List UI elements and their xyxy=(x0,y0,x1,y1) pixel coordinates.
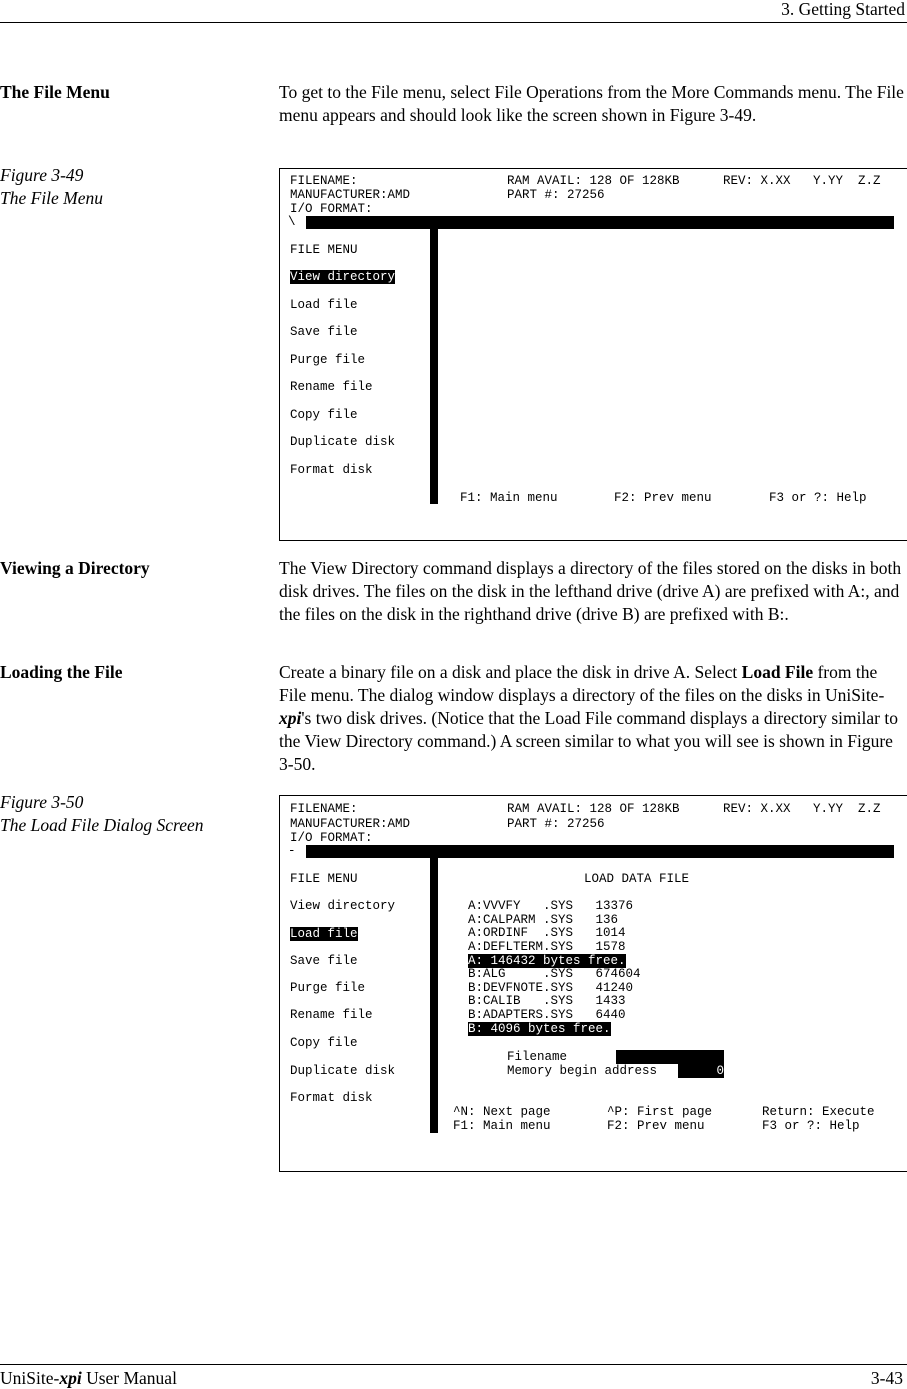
key-f3[interactable]: F3 or ?: Help xyxy=(769,491,867,505)
italic-text: xpi xyxy=(59,1368,82,1388)
io-format-label: I/O FORMAT: xyxy=(290,202,373,216)
menu-item-format-disk[interactable]: Format disk xyxy=(290,1091,373,1105)
filename-label: FILENAME: xyxy=(290,802,358,816)
manufacturer-label: MANUFACTURER:AMD xyxy=(290,188,411,202)
figure-title: The Load File Dialog Screen xyxy=(0,815,204,835)
revision: REV: X.XX Y.YY Z.Z xyxy=(723,174,881,188)
file-entry[interactable]: B:DEVFNOTE.SYS 41240 xyxy=(468,981,634,995)
command-prompt: - xyxy=(288,844,296,858)
menu-item-load-file[interactable]: Load file xyxy=(290,927,358,941)
dialog-title: LOAD DATA FILE xyxy=(584,872,690,886)
io-format-label: I/O FORMAT: xyxy=(290,831,373,845)
figure-number: Figure 3-50 xyxy=(0,792,84,812)
menu-item-save-file[interactable]: Save file xyxy=(290,325,358,339)
menu-title: FILE MENU xyxy=(290,243,358,257)
divider xyxy=(430,858,438,1133)
address-field-label: Memory begin address xyxy=(507,1064,658,1078)
running-header: 3. Getting Started xyxy=(781,0,905,19)
figure-title: The File Menu xyxy=(0,188,104,208)
filename-label: FILENAME: xyxy=(290,174,358,188)
key-first-page[interactable]: ^P: First page xyxy=(607,1105,713,1119)
file-entry[interactable]: B:ALG .SYS 674604 xyxy=(468,967,641,981)
menu-item-view-directory[interactable]: View directory xyxy=(290,899,396,913)
paragraph-loading-file xyxy=(279,661,907,776)
manufacturer-label: MANUFACTURER:AMD xyxy=(290,817,411,831)
key-f3[interactable]: F3 or ?: Help xyxy=(762,1119,860,1133)
menu-item-save-file[interactable]: Save file xyxy=(290,954,358,968)
menu-item-format-disk[interactable]: Format disk xyxy=(290,463,373,477)
file-entry[interactable]: B:CALIB .SYS 1433 xyxy=(468,994,626,1008)
key-f2[interactable]: F2: Prev menu xyxy=(607,1119,705,1133)
key-f2[interactable]: F2: Prev menu xyxy=(614,491,712,505)
load-file-screen xyxy=(279,795,907,1172)
menu-item-rename-file[interactable]: Rename file xyxy=(290,1008,373,1022)
menu-item-load-file[interactable]: Load file xyxy=(290,298,358,312)
text: UniSite- xyxy=(0,1368,60,1388)
key-f1[interactable]: F1: Main menu xyxy=(453,1119,551,1133)
menu-item-copy-file[interactable]: Copy file xyxy=(290,408,358,422)
header-rule xyxy=(0,22,907,23)
paragraph-viewing-directory: The View Directory command displays a directory of the files stored on the disks in both disk drives. The files on the disk in the lefthand drive (drive A) are prefixed with A:, and the files on the disk in the righthand drive (drive B) are prefixed with B:. xyxy=(279,558,902,624)
command-prompt: \ xyxy=(288,215,296,229)
menu-item-purge-file[interactable]: Purge file xyxy=(290,981,366,995)
drive-b-free: B: 4096 bytes free. xyxy=(468,1022,611,1036)
menu-item-rename-file[interactable]: Rename file xyxy=(290,380,373,394)
ram-avail: RAM AVAIL: 128 OF 128KB xyxy=(507,174,680,188)
filename-input[interactable] xyxy=(616,1050,724,1064)
menu-title: FILE MENU xyxy=(290,872,358,886)
command-line-bar[interactable] xyxy=(306,845,894,858)
text: 's two disk drives. (Notice that the Load File command displays a directory similar to the View Directory command.) A screen similar to what you will see is shown in Figure 3-50. xyxy=(279,708,898,774)
key-next-page[interactable]: ^N: Next page xyxy=(453,1105,551,1119)
file-entry[interactable]: A:CALPARM .SYS 136 xyxy=(468,913,619,927)
paragraph-file-menu: To get to the File menu, select File Operations from the More Commands menu. The File menu appears and should look like the screen shown in Figure 3-49. xyxy=(279,82,904,125)
text: User Manual xyxy=(81,1368,177,1388)
page-number: 3-43 xyxy=(870,1368,903,1388)
command-line-bar[interactable] xyxy=(306,216,894,229)
divider xyxy=(430,229,438,504)
heading-viewing-directory: Viewing a Directory xyxy=(0,558,150,578)
menu-item-duplicate-disk[interactable]: Duplicate disk xyxy=(290,435,396,449)
part-number: PART #: 27256 xyxy=(507,188,605,202)
filename-field-label: Filename xyxy=(507,1050,568,1064)
menu-item-duplicate-disk[interactable]: Duplicate disk xyxy=(290,1064,396,1078)
menu-item-view-directory[interactable]: View directory xyxy=(290,270,396,284)
menu-item-copy-file[interactable]: Copy file xyxy=(290,1036,358,1050)
text: from the File menu. The dialog window displays a directory of the files on the disks in UniSite- xyxy=(279,662,885,705)
revision: REV: X.XX Y.YY Z.Z xyxy=(723,802,881,816)
ram-avail: RAM AVAIL: 128 OF 128KB xyxy=(507,802,680,816)
heading-file-menu: The File Menu xyxy=(0,82,110,102)
italic-text: xpi xyxy=(279,708,302,728)
footer-rule xyxy=(0,1364,907,1365)
part-number: PART #: 27256 xyxy=(507,817,605,831)
key-execute[interactable]: Return: Execute xyxy=(762,1105,875,1119)
heading-loading-file: Loading the File xyxy=(0,662,123,682)
figure-number: Figure 3-49 xyxy=(0,165,84,185)
file-entry[interactable]: A:ORDINF .SYS 1014 xyxy=(468,926,626,940)
file-entry[interactable]: B:ADAPTERS.SYS 6440 xyxy=(468,1008,626,1022)
key-f1[interactable]: F1: Main menu xyxy=(460,491,558,505)
drive-a-free: A: 146432 bytes free. xyxy=(468,954,626,968)
menu-item-purge-file[interactable]: Purge file xyxy=(290,353,366,367)
footer-manual-title xyxy=(0,1367,177,1389)
file-menu-screen xyxy=(279,168,907,541)
text: Create a binary file on a disk and place the disk in drive A. Select xyxy=(279,662,742,682)
bold-text: Load File xyxy=(741,662,814,682)
file-entry[interactable]: A:DEFLTERM.SYS 1578 xyxy=(468,940,626,954)
file-entry[interactable]: A:VVVFY .SYS 13376 xyxy=(468,899,634,913)
address-input[interactable]: 0 xyxy=(678,1064,724,1078)
